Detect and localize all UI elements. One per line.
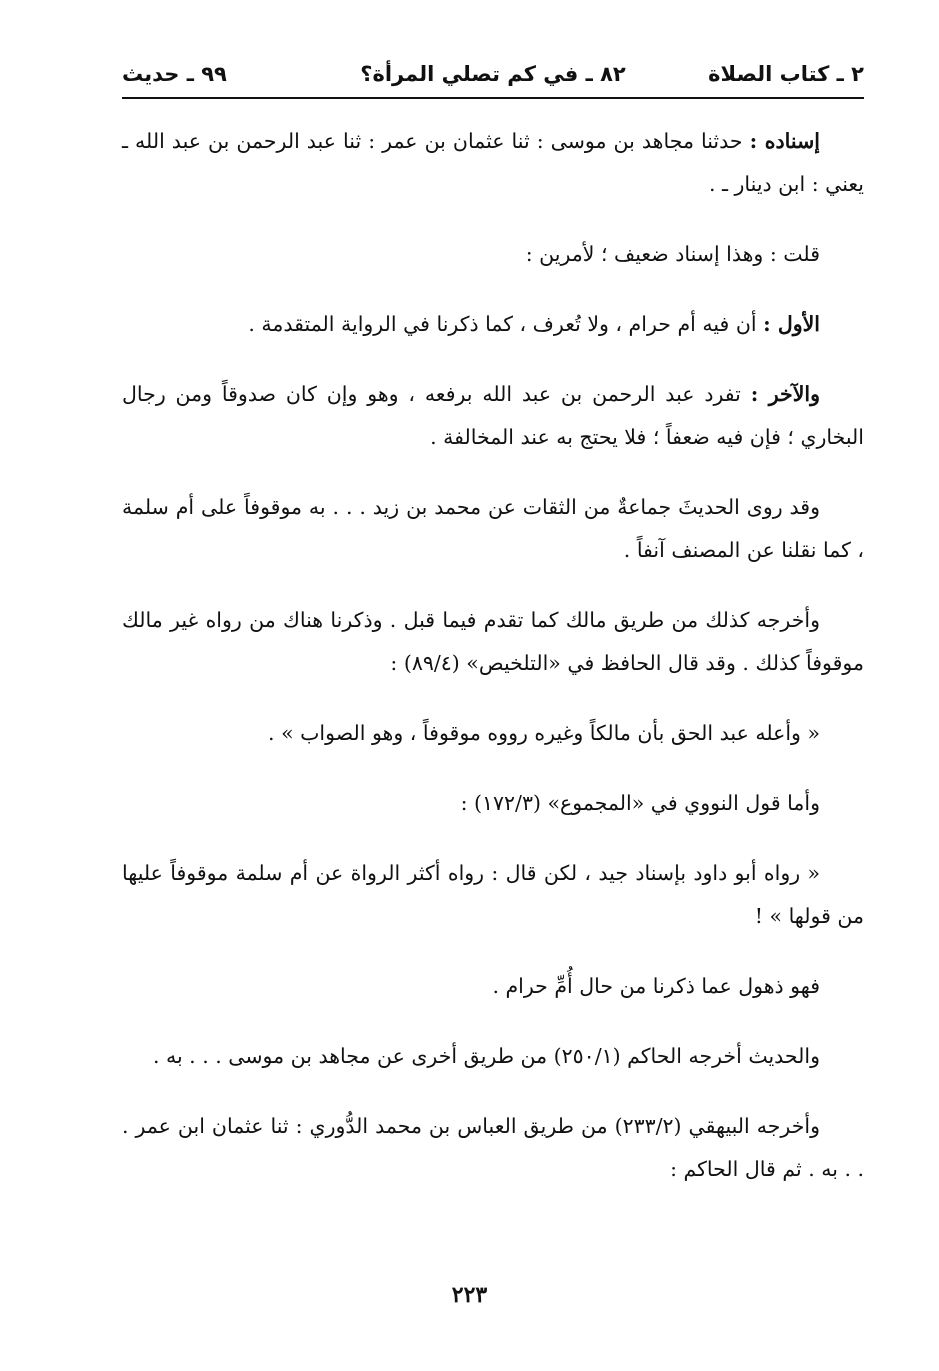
paragraph-text: فهو ذهول عما ذكرنا من حال أُمِّ حرام . — [492, 974, 820, 998]
paragraph-isnad — [122, 120, 864, 206]
paragraph-text: وأما قول النووي في «المجموع» (١٧٢/٣) : — [460, 791, 820, 815]
paragraph-text: قلت : وهذا إسناد ضعيف ؛ لأمرين : — [525, 242, 820, 266]
paragraph-lead: الأول : — [763, 312, 820, 336]
paragraph-text: وأخرجه البيهقي (٢٣٣/٢) من طريق العباس بن محمد الدُّوري : ثنا عثمان ابن عمر . . . به . ثم قال الحاكم : — [122, 1114, 864, 1181]
paragraph-text: وقد روى الحديثَ جماعةٌ من الثقات عن محمد بن زيد . . . به موقوفاً على أم سلمة ، كما نقلنا عن المصنف آنفاً . — [122, 495, 864, 562]
header-hadith-number: ٩٩ ـ حديث — [122, 62, 227, 86]
paragraph-quote-nawawi — [122, 852, 864, 938]
paragraph-text: تفرد عبد الرحمن بن عبد الله برفعه ، وهو وإن كان صدوقاً ومن رجال البخاري ؛ فإن فيه ضعفاً ؛ فلا يحتج به عند المخالفة . — [122, 382, 864, 449]
paragraph-mawquf — [122, 486, 864, 572]
paragraph-lead: والآخر : — [750, 382, 820, 406]
paragraph-bayhaqi — [122, 1105, 864, 1191]
paragraph-verdict — [122, 233, 864, 276]
page-number: ٢٢٣ — [451, 1282, 488, 1308]
paragraph-hakim — [122, 1035, 864, 1078]
paragraph-text: أن فيه أم حرام ، ولا تُعرف ، كما ذكرنا في الرواية المتقدمة . — [248, 312, 764, 336]
paragraph-lead: إسناده : — [749, 129, 820, 153]
paragraph-text: « وأعله عبد الحق بأن مالكاً وغيره رووه موقوفاً ، وهو الصواب » . — [268, 721, 820, 745]
paragraph-first-reason — [122, 303, 864, 346]
paragraph-text: حدثنا مجاهد بن موسى : ثنا عثمان بن عمر : ثنا عبد الرحمن بن عبد الله ـ يعني : ابن دينار ـ . — [122, 129, 864, 196]
paragraph-text: وأخرجه كذلك من طريق مالك كما تقدم فيما قبل . وذكرنا هناك من رواه غير مالك موقوفاً كذلك . وقد قال الحافظ في «التلخيص» (٨٩/٤) : — [122, 608, 864, 675]
paragraph-text: « رواه أبو داود بإسناد جيد ، لكن قال : رواه أكثر الرواة عن أم سلمة موقوفاً عليها من قولها » ! — [122, 861, 864, 928]
header-chapter-title: ٨٢ ـ في كم تصلي المرأة؟ — [360, 62, 626, 86]
paragraph-malik — [122, 599, 864, 685]
running-header — [122, 56, 864, 96]
paragraph-text: والحديث أخرجه الحاكم (٢٥٠/١) من طريق أخرى عن مجاهد بن موسى . . . به . — [152, 1044, 820, 1068]
header-rule — [122, 97, 864, 99]
paragraph-nawawi — [122, 782, 864, 825]
main-text — [122, 120, 864, 1215]
paragraph-quote-hafiz — [122, 712, 864, 755]
paragraph-response — [122, 965, 864, 1008]
paragraph-second-reason — [122, 373, 864, 459]
header-book-title: ٢ ـ كتاب الصلاة — [708, 62, 864, 86]
